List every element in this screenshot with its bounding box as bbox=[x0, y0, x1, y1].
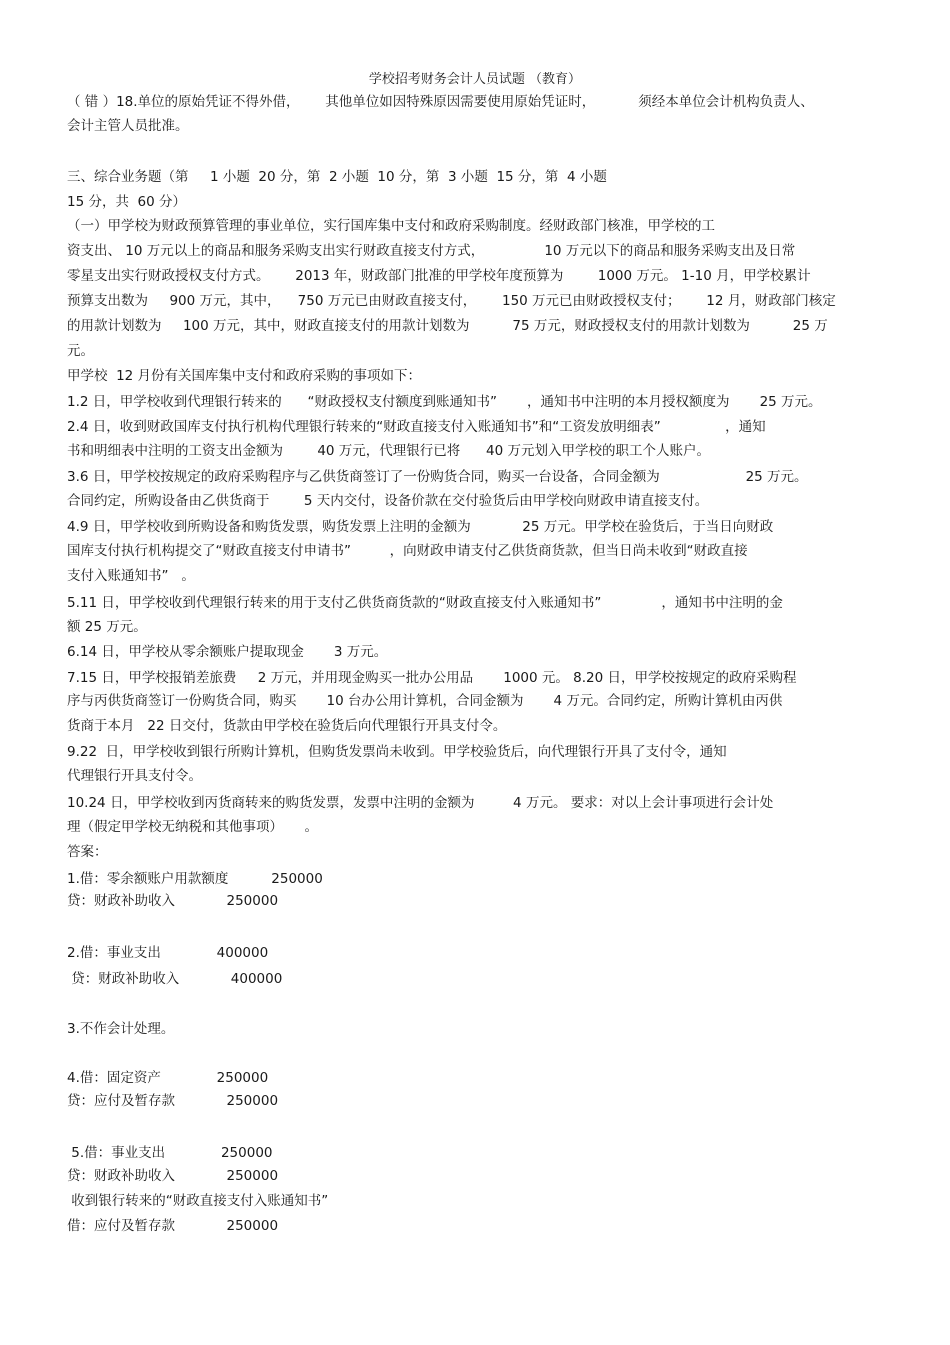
answer-entry: 2.借：事业支出 400000 bbox=[67, 945, 269, 961]
text-line: 5.11 日，甲学校收到代理银行转来的用于支付乙供货商货款的“财政直接支付入账通知书” ，通知书中注明的金 bbox=[67, 595, 783, 611]
text-line: 零星支出实行财政授权支付方式。 2013 年，财政部门批准的甲学校年度预算为 1000 万元。 1-10 月，甲学校累计 bbox=[67, 268, 811, 284]
text-line: 2.4 日，收到财政国库支付执行机构代理银行转来的“财政直接支付入账通知书”和“工资发放明细表” ，通知 bbox=[67, 419, 766, 435]
answer-entry: 借：应付及暂存款 250000 bbox=[67, 1218, 279, 1234]
text-line: 货商于本月 22 日交付，货款由甲学校在验货后向代理银行开具支付令。 bbox=[67, 718, 507, 734]
text-line: 7.15 日，甲学校报销差旅费 2 万元，并用现金购买一批办公用品 1000 元。 8.20 日，甲学校按规定的政府采购程 bbox=[67, 670, 797, 686]
text-line: 预算支出数为 900 万元，其中， 750 万元已由财政直接支付， 150 万元已由财政授权支付； 12 月，财政部门核定 bbox=[67, 293, 836, 309]
text-line: 书和明细表中注明的工资支出金额为 40 万元，代理银行已将 40 万元划入甲学校的职工个人账户。 bbox=[67, 443, 711, 459]
text-line: 代理银行开具支付令。 bbox=[67, 768, 202, 784]
text-line: 会计主管人员批准。 bbox=[67, 118, 189, 134]
answer-entry: 4.借：固定资产 250000 bbox=[67, 1070, 269, 1086]
answer-entry: 贷：财政补助收入 250000 bbox=[67, 893, 279, 909]
text-line: 元。 bbox=[67, 343, 94, 359]
answer-entry: 收到银行转来的“财政直接支付入账通知书” bbox=[67, 1193, 329, 1209]
answer-entry: 贷：财政补助收入 400000 bbox=[67, 971, 283, 987]
page-header-title: 学校招考财务会计人员试题 （教育） bbox=[368, 72, 582, 87]
answer-entry: 贷：财政补助收入 250000 bbox=[67, 1168, 279, 1184]
text-line: 3.6 日，甲学校按规定的政府采购程序与乙供货商签订了一份购货合同，购买一台设备，合同金额为 25 万元。 bbox=[67, 469, 808, 485]
text-line: 序与丙供货商签订一份购货合同，购买 10 台办公用计算机，合同金额为 4 万元。合同约定，所购计算机由丙供 bbox=[67, 693, 783, 709]
text-line: 甲学校 12 月份有关国库集中支付和政府采购的事项如下： bbox=[67, 368, 422, 384]
text-line: 4.9 日，甲学校收到所购设备和购货发票，购货发票上注明的金额为 25 万元。甲学校在验货后，于当日向财政 bbox=[67, 519, 774, 535]
text-line: 合同约定，所购设备由乙供货商于 5 天内交付，设备价款在交付验货后由甲学校向财政申请直接支付。 bbox=[67, 493, 709, 509]
answer-entry: 3.不作会计处理。 bbox=[67, 1021, 175, 1037]
answer-entry: 贷：应付及暂存款 250000 bbox=[67, 1093, 279, 1109]
answer-heading: 答案： bbox=[67, 844, 108, 860]
text-line: 国库支付执行机构提交了“财政直接支付申请书” ，向财政申请支付乙供货商货款，但当日尚未收到“财政直接 bbox=[67, 543, 748, 559]
text-line: （ 错 ）18.单位的原始凭证不得外借， 其他单位如因特殊原因需要使用原始凭证时， 须经本单位会计机构负责人、 bbox=[67, 94, 814, 110]
answer-entry: 5.借：事业支出 250000 bbox=[67, 1145, 273, 1161]
text-line: 1.2 日，甲学校收到代理银行转来的 “财政授权支付额度到账通知书” ，通知书中注明的本月授权额度为 25 万元。 bbox=[67, 394, 822, 410]
text-line: 9.22 日，甲学校收到银行所购计算机，但购货发票尚未收到。甲学校验货后，向代理银行开具了支付令，通知 bbox=[67, 744, 727, 760]
text-line: 的用款计划数为 100 万元，其中，财政直接支付的用款计划数为 75 万元，财政授权支付的用款计划数为 25 万 bbox=[67, 318, 828, 334]
answer-entry: 1.借：零余额账户用款额度 250000 bbox=[67, 871, 323, 887]
text-line: （一）甲学校为财政预算管理的事业单位，实行国库集中支付和政府采购制度。经财政部门核准，甲学校的工 bbox=[67, 218, 715, 234]
text-line: 15 分，共 60 分） bbox=[67, 194, 187, 210]
text-line: 额 25 万元。 bbox=[67, 619, 147, 635]
section-heading: 三、综合业务题（第 1 小题 20 分，第 2 小题 10 分，第 3 小题 15 分，第 4 小题 bbox=[67, 169, 607, 185]
text-line: 支付入账通知书” 。 bbox=[67, 568, 195, 584]
text-line: 理（假定甲学校无纳税和其他事项） 。 bbox=[67, 819, 318, 835]
text-line: 6.14 日，甲学校从零余额账户提取现金 3 万元。 bbox=[67, 644, 388, 660]
text-line: 资支出、 10 万元以上的商品和服务采购支出实行财政直接支付方式， 10 万元以下的商品和服务采购支出及日常 bbox=[67, 243, 796, 259]
text-line: 10.24 日，甲学校收到丙货商转来的购货发票，发票中注明的金额为 4 万元。 要求：对以上会计事项进行会计处 bbox=[67, 795, 774, 811]
